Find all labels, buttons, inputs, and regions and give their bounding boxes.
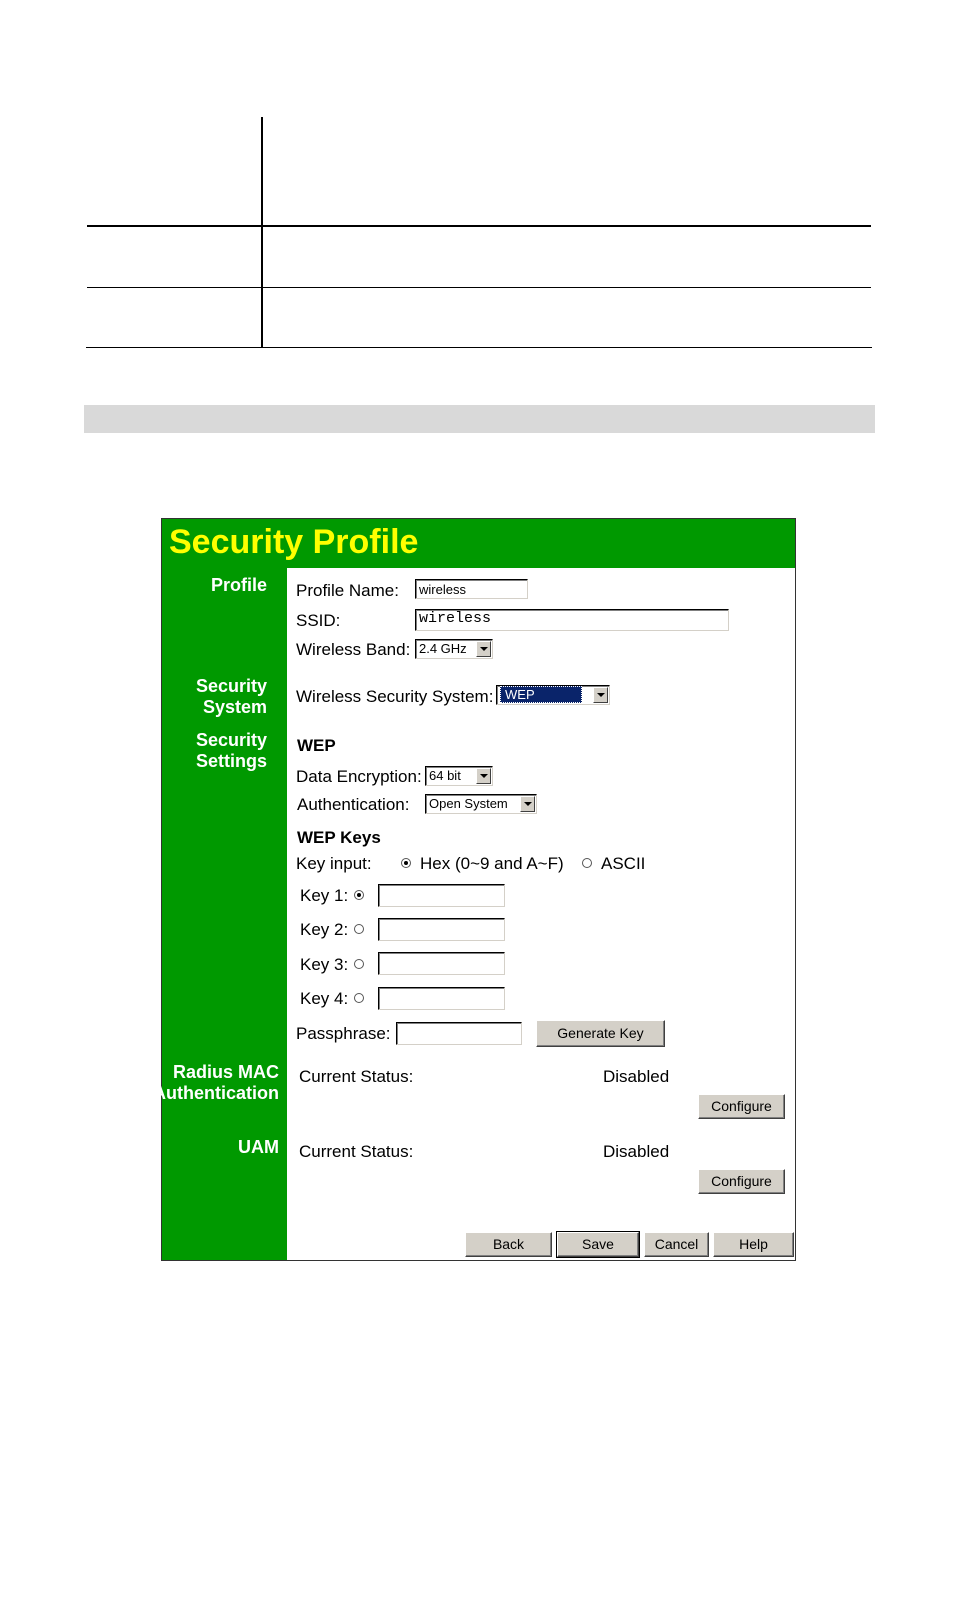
chevron-down-icon[interactable] xyxy=(476,641,491,657)
uam-status-label: Current Status: xyxy=(299,1142,414,1161)
radius-status-label: Current Status: xyxy=(299,1067,414,1086)
title-bar xyxy=(162,519,795,568)
table-bottom-border xyxy=(86,347,872,348)
key-input-hex-label[interactable]: Hex (0~9 and A~F) xyxy=(420,854,564,873)
section-label-uam: UAM xyxy=(238,1137,279,1157)
key-2-label: Key 2: xyxy=(300,920,349,939)
key-3-input[interactable] xyxy=(378,952,505,975)
wep-heading: WEP xyxy=(297,736,336,755)
data-encryption-label: Data Encryption: xyxy=(296,767,422,786)
save-button[interactable]: Save xyxy=(557,1232,639,1257)
ssid-input[interactable]: wireless xyxy=(415,609,729,631)
table-vertical-divider xyxy=(261,117,263,348)
authentication-value: Open System xyxy=(429,796,508,811)
section-heading-band xyxy=(84,405,875,433)
key-1-radio[interactable] xyxy=(354,890,364,900)
security-system-select[interactable] xyxy=(496,685,610,705)
page-title: Security Profile xyxy=(169,523,419,561)
wireless-band-select[interactable] xyxy=(415,639,493,659)
profile-name-label: Profile Name: xyxy=(296,581,399,600)
passphrase-label: Passphrase: xyxy=(296,1024,391,1043)
key-4-label: Key 4: xyxy=(300,989,349,1008)
chevron-down-icon[interactable] xyxy=(476,768,491,784)
authentication-label: Authentication: xyxy=(297,795,410,814)
uam-status-value: Disabled xyxy=(603,1142,670,1161)
generate-key-button[interactable]: Generate Key xyxy=(536,1020,665,1047)
security-system-label: Wireless Security System: xyxy=(296,687,494,706)
profile-name-input[interactable]: wireless xyxy=(415,579,528,599)
security-system-value: WEP xyxy=(500,686,582,703)
authentication-select[interactable] xyxy=(425,794,537,814)
chevron-down-icon[interactable] xyxy=(593,687,608,703)
security-profile-dialog xyxy=(153,518,796,1261)
section-label-security-system: Security System xyxy=(195,676,267,717)
key-4-radio[interactable] xyxy=(354,993,364,1003)
table-row-divider xyxy=(87,287,871,288)
key-3-label: Key 3: xyxy=(300,955,349,974)
cancel-button[interactable]: Cancel xyxy=(644,1232,709,1257)
radius-status-value: Disabled xyxy=(603,1067,670,1086)
key-1-label: Key 1: xyxy=(300,886,349,905)
key-2-radio[interactable] xyxy=(354,924,364,934)
wep-keys-heading: WEP Keys xyxy=(297,828,381,847)
key-1-input[interactable] xyxy=(378,884,505,907)
ssid-label: SSID: xyxy=(296,611,341,630)
section-label-profile: Profile xyxy=(210,575,267,595)
key-input-hex-radio[interactable] xyxy=(401,858,411,868)
key-3-radio[interactable] xyxy=(354,959,364,969)
key-input-label: Key input: xyxy=(296,854,372,873)
back-button[interactable]: Back xyxy=(465,1232,552,1257)
table-row-divider xyxy=(87,225,871,227)
chevron-down-icon[interactable] xyxy=(520,796,535,812)
key-2-input[interactable] xyxy=(378,918,505,941)
uam-configure-button[interactable]: Configure xyxy=(698,1169,785,1194)
data-encryption-select[interactable] xyxy=(425,766,493,786)
section-label-security-settings: Security Settings xyxy=(195,730,267,771)
help-button[interactable]: Help xyxy=(713,1232,794,1257)
passphrase-input[interactable] xyxy=(396,1022,522,1045)
key-input-ascii-label[interactable]: ASCII xyxy=(601,854,646,873)
section-label-radius: Radius MAC Authentication xyxy=(153,1062,279,1103)
wireless-band-label: Wireless Band: xyxy=(296,640,411,659)
key-input-ascii-radio[interactable] xyxy=(582,858,592,868)
key-4-input[interactable] xyxy=(378,987,505,1010)
data-encryption-value: 64 bit xyxy=(429,768,461,783)
wireless-band-value: 2.4 GHz xyxy=(419,641,467,656)
radius-configure-button[interactable]: Configure xyxy=(698,1094,785,1119)
